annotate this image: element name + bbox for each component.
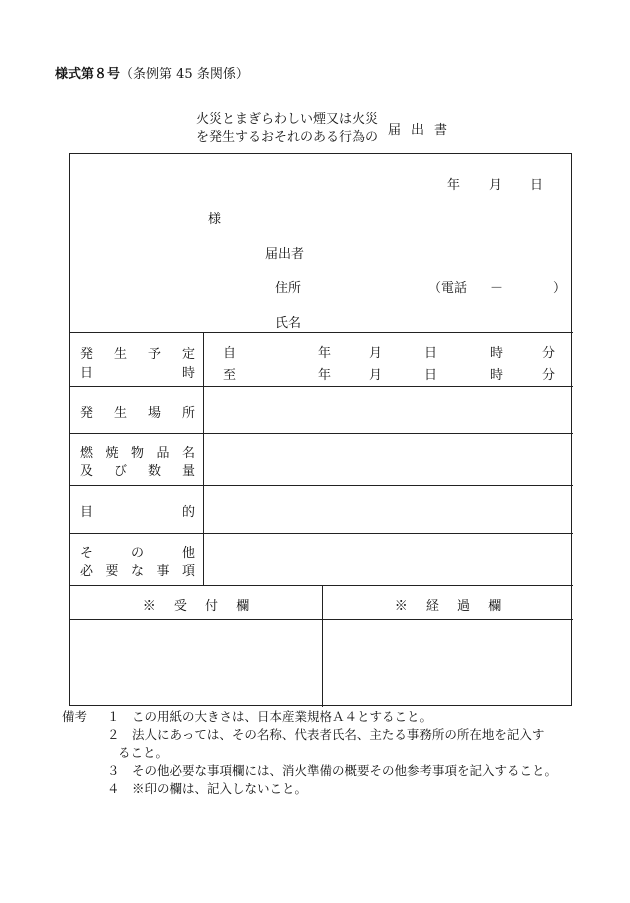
receipt-column-header: ※ 受 付 欄: [142, 599, 250, 614]
form-number-label: 様式第８号: [55, 67, 121, 82]
datetime-to-day: 日: [424, 368, 438, 383]
datetime-to-marker: 至: [223, 368, 237, 383]
material-label-line1: 燃 焼 物 品 名: [80, 446, 195, 461]
datetime-from-marker: 自: [223, 346, 237, 361]
form-number: [55, 63, 249, 82]
datetime-to-month: 月: [369, 368, 383, 383]
date-day: 日: [530, 178, 544, 193]
form-frame: [69, 153, 572, 706]
phone-close: ）: [553, 281, 567, 296]
material-label-line2: 及 び 数 量: [80, 464, 195, 479]
note-item: ２ 法人にあっては、その名称、代表者氏名、主たる事務所の所在地を記入す: [107, 727, 545, 742]
datetime-to-minute: 分: [542, 368, 556, 383]
title-line-1: 火災とまぎらわしい煙又は火災: [196, 112, 379, 127]
addressee-suffix: 様: [208, 212, 222, 227]
other-label-line2: 必 要 な 事 項: [80, 564, 195, 579]
note-item: ３ その他必要な事項欄には、消火準備の概要その他参考事項を記入すること。: [107, 763, 558, 778]
location-label: 発 生 場 所: [80, 406, 195, 421]
other-label-line1: そ の 他: [80, 546, 195, 561]
name-label: 氏名: [275, 316, 302, 331]
address-label: 住所: [275, 281, 302, 296]
datetime-to-hour: 時: [490, 368, 504, 383]
label-column-divider: [203, 332, 204, 585]
title-line-2: を発生するおそれのある行為の: [196, 130, 379, 145]
divider: [70, 332, 573, 333]
notes-list: [107, 708, 557, 798]
date-month: 月: [489, 178, 503, 193]
notes-heading: 備考: [62, 709, 88, 724]
datetime-from-hour: 時: [490, 346, 504, 361]
purpose-label: 目 的: [80, 505, 195, 520]
date-year: 年: [447, 178, 461, 193]
form-number-reference: （条例第 45 条関係）: [120, 67, 249, 82]
phone-open: （電話: [428, 281, 468, 296]
datetime-from-day: 日: [424, 346, 438, 361]
form-title-main: [196, 111, 378, 147]
note-item-continuation: ること。: [118, 745, 169, 760]
divider: [70, 485, 573, 486]
divider: [70, 386, 573, 387]
datetime-from-year: 年: [318, 346, 332, 361]
datetime-to-year: 年: [318, 368, 332, 383]
phone-dash: －: [490, 281, 504, 296]
datetime-label-line2: 日 時: [80, 366, 195, 381]
divider: [70, 433, 573, 434]
progress-column-header: ※ 経 過 欄: [394, 599, 502, 614]
datetime-from-minute: 分: [542, 346, 556, 361]
datetime-from-month: 月: [369, 346, 383, 361]
note-item: １ この用紙の大きさは、日本産業規格Ａ４とすること。: [107, 709, 433, 724]
notifier-label: 届出者: [265, 247, 305, 262]
form-title-suffix: 届出書: [388, 123, 458, 138]
datetime-label-line1: 発 生 予 定: [80, 347, 195, 362]
notes-section: [62, 708, 87, 726]
divider: [70, 533, 573, 534]
note-item: ４ ※印の欄は、記入しないこと。: [107, 781, 308, 796]
